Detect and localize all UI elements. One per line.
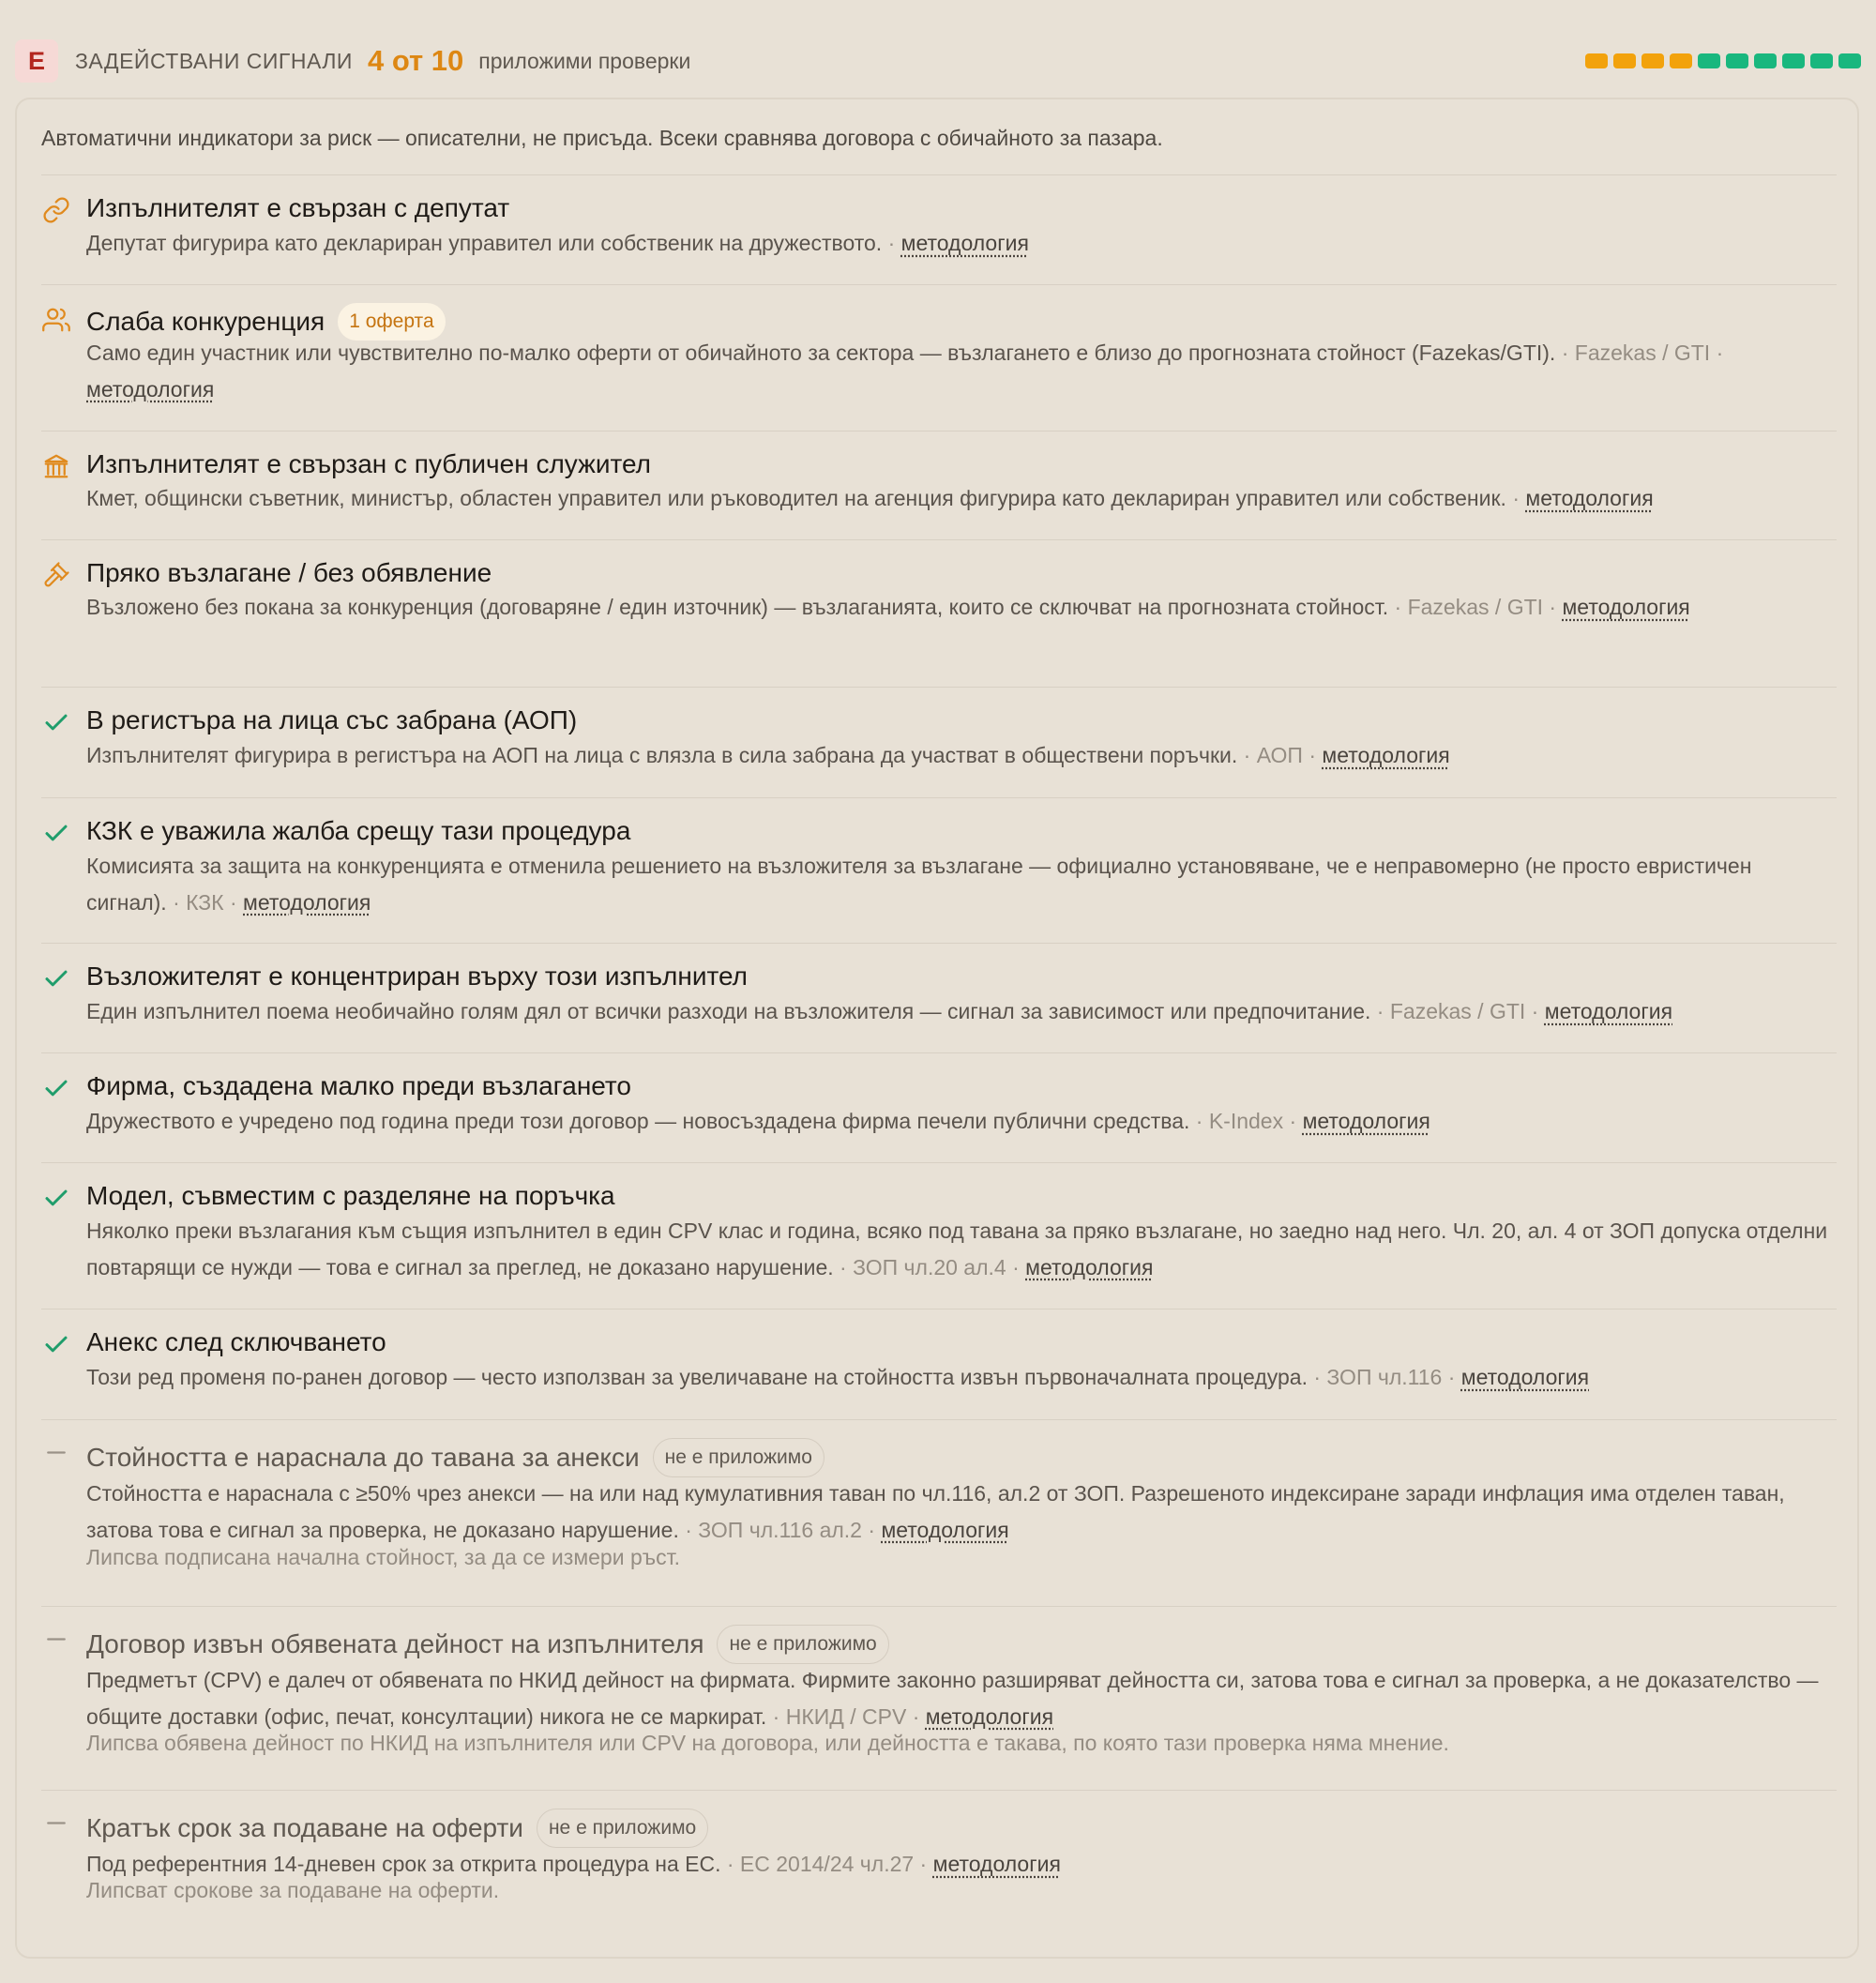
methodology-link[interactable]: методология <box>900 231 1029 255</box>
check-icon <box>41 1329 71 1359</box>
signal-description: Изпълнителят фигурира в регистъра на АОП на лица с влязла в сила забрана да участват в обществени поръчки. · АОП · методология <box>86 743 1450 767</box>
signal-title: Изпълнителят е свързан с публичен служител <box>86 449 651 478</box>
progress-segment <box>1838 53 1861 68</box>
check-icon <box>41 963 71 993</box>
header-title: ЗАДЕЙСТВАНИ СИГНАЛИ <box>75 48 353 73</box>
signal-source: · ЗОП чл.20 ал.4 <box>833 1254 1006 1279</box>
signal-title: Изпълнителят е свързан с депутат <box>86 193 510 222</box>
signal-title: Фирма, създадена малко преди възлагането <box>86 1071 631 1100</box>
signal-source: · НКИД / CPV <box>766 1703 907 1729</box>
methodology-link[interactable]: методология <box>86 376 215 401</box>
signal-description: Възложено без покана за конкуренция (договаряне / един източник) — възлаганията, които се сключват на прогнозната стойност. · Fazekas / GTI · методология <box>86 595 1690 619</box>
government-building-icon <box>41 451 71 481</box>
signal-description: Комисията за защита на конкуренцията е отменила решението на възложителя за възлагане — официално установяване, че е неправомерно (не просто евристичен сигнал). · КЗК · методология <box>86 854 1752 915</box>
progress-segment <box>1754 53 1777 68</box>
signals-list <box>41 174 1837 1940</box>
triggered-count: 4 от 10 <box>367 44 464 77</box>
signal-row <box>41 1309 1837 1419</box>
progress-segment <box>1642 53 1664 68</box>
methodology-link[interactable]: методология <box>1460 1365 1590 1389</box>
gavel-icon <box>41 560 71 590</box>
risk-grade-badge: E <box>15 39 58 83</box>
signal-source: · ЕС 2014/24 чл.27 <box>720 1852 915 1876</box>
signal-row <box>41 431 1837 539</box>
signal-title: Слаба конкуренция 1 оферта <box>86 303 446 341</box>
signal-note: Липсва подписана начална стойност, за да се измери ръст. <box>86 1545 680 1569</box>
signal-row <box>41 174 1837 284</box>
signal-title: Договор извън обявената дейност на изпълнителя не е приложимо <box>86 1625 889 1664</box>
dash-icon <box>41 1810 71 1840</box>
signal-title: Пряко възлагане / без обявление <box>86 558 492 587</box>
methodology-link[interactable]: методология <box>1562 595 1690 619</box>
progress-segment <box>1698 53 1720 68</box>
signal-row <box>41 284 1837 431</box>
methodology-link[interactable]: методология <box>925 1703 1054 1729</box>
signal-title: Стойността е нараснала до тавана за анекси не е приложимо <box>86 1438 825 1477</box>
signal-description: Стойността е нараснала с ≥50% чрез анекси — на или над кумулативния таван по чл.116, ал.2 от ЗОП. Разрешеното индексиране заради инфлация има отделен таван, затова това е сигнал за проверка, не доказано нарушение. · ЗОП чл.116 ал.2 · методология <box>86 1481 1785 1542</box>
signal-source: · ЗОП чл.116 ал.2 <box>678 1517 862 1542</box>
progress-segment <box>1613 53 1636 68</box>
progress-segment <box>1585 53 1608 68</box>
not-applicable-badge: не е приложимо <box>717 1625 888 1664</box>
methodology-link[interactable]: методология <box>1302 1109 1430 1133</box>
not-applicable-badge: не е приложимо <box>653 1438 825 1477</box>
signal-note: Липсват срокове за подаване на оферти. <box>86 1878 500 1902</box>
signal-row <box>41 1419 1837 1606</box>
signal-title: В регистъра на лица със забрана (АОП) <box>86 705 578 734</box>
signal-description: Няколко преки възлагания към същия изпълнител в един CPV клас и година, всяко под тавана за пряко възлагане, но заедно над него. Чл. 20, ал. 4 от ЗОП допуска отделни повтарящи се нужди — това е сигнал за преглед, не доказано нарушение. · ЗОП чл.20 ал.4 · методология <box>86 1219 1828 1279</box>
signal-row <box>41 1790 1837 1940</box>
signal-note: Липсва обявена дейност по НКИД на изпълнителя или CPV на договора, или дейността е такава, по която тази проверка няма мнение. <box>86 1731 1449 1755</box>
signal-row <box>41 539 1837 687</box>
signal-row <box>41 1162 1837 1309</box>
signal-title: КЗК е уважила жалба срещу тази процедура <box>86 816 631 845</box>
progress-segment <box>1726 53 1748 68</box>
signal-description: Един изпълнител поема необичайно голям дял от всички разходи на възложителя — сигнал за зависимост или предпочитание. · Fazekas / GTI · методология <box>86 999 1673 1023</box>
intro-text: Автоматични индикатори за риск — описателни, не присъда. Всеки сравнява договора с обичайното за пазара. <box>41 126 1163 150</box>
signal-source: · АОП <box>1237 743 1303 767</box>
offer-count-badge: 1 оферта <box>338 303 445 341</box>
methodology-link[interactable]: методология <box>932 1852 1061 1876</box>
signals-header <box>15 38 1861 84</box>
methodology-link[interactable]: методология <box>1025 1254 1154 1279</box>
dash-icon <box>41 1627 71 1657</box>
methodology-link[interactable]: методология <box>243 889 371 915</box>
signal-row <box>41 943 1837 1052</box>
signal-row <box>41 687 1837 797</box>
signal-source: · КЗК <box>166 889 224 915</box>
signal-source: · ЗОП чл.116 <box>1307 1365 1443 1389</box>
methodology-link[interactable]: методология <box>1322 743 1450 767</box>
signal-title: Кратък срок за подаване на оферти не е приложимо <box>86 1809 708 1848</box>
link-icon <box>41 195 71 225</box>
check-icon <box>41 1183 71 1213</box>
signal-description: Само един участник или чувствително по-малко оферти от обичайното за сектора — възлагането е близо до прогнозната стойност (Fazekas/GTI). · Fazekas / GTI · методология <box>86 341 1724 401</box>
check-icon <box>41 707 71 737</box>
signal-description: Депутат фигурира като деклариран управител или собственик на дружеството. · методология <box>86 231 1029 255</box>
signal-description: Този ред променя по-ранен договор — често използван за увеличаване на стойността извън първоначалната процедура. · ЗОП чл.116 · методология <box>86 1365 1590 1389</box>
users-icon <box>41 305 71 335</box>
dash-icon <box>41 1440 71 1470</box>
signal-progress-bar <box>1585 53 1861 68</box>
progress-segment <box>1782 53 1805 68</box>
signal-title: Анекс след сключването <box>86 1327 386 1356</box>
signal-source: · K-Index <box>1189 1109 1284 1133</box>
signal-description: Под референтния 14-дневен срок за открита процедура на ЕС. · ЕС 2014/24 чл.27 · методология <box>86 1852 1061 1876</box>
signal-title: Възложителят е концентриран върху този изпълнител <box>86 961 748 991</box>
check-icon <box>41 1073 71 1103</box>
progress-segment <box>1670 53 1692 68</box>
header-subtitle: приложими проверки <box>478 48 691 73</box>
check-icon <box>41 818 71 848</box>
signal-title: Модел, съвместим с разделяне на поръчка <box>86 1181 615 1210</box>
signal-row <box>41 797 1837 943</box>
signal-description: Кмет, общински съветник, министър, областен управител или ръководител на агенция фигурира като деклариран управител или собственик. · методология <box>86 486 1654 510</box>
signal-row <box>41 1052 1837 1162</box>
methodology-link[interactable]: методология <box>1525 486 1654 510</box>
signal-description: Дружеството е учредено под година преди този договор — новосъздадена фирма печели публични средства. · K-Index · методология <box>86 1109 1430 1133</box>
signal-source: · Fazekas / GTI <box>1388 595 1544 619</box>
signal-description: Предметът (CPV) е далеч от обявената по НКИД дейност на фирмата. Фирмите законно разширяват дейността си, затова това е сигнал за проверка, а не доказателство — общите доставки (офис, печат, консултации) никога не се маркират. · НКИД / CPV · методология <box>86 1668 1819 1729</box>
signal-row <box>41 1606 1837 1790</box>
signals-panel <box>15 98 1859 1959</box>
signal-source: · Fazekas / GTI <box>1555 341 1711 365</box>
signal-source: · Fazekas / GTI <box>1370 999 1526 1023</box>
progress-segment <box>1810 53 1833 68</box>
methodology-link[interactable]: методология <box>881 1517 1009 1542</box>
not-applicable-badge: не е приложимо <box>537 1809 708 1848</box>
methodology-link[interactable]: методология <box>1544 999 1673 1023</box>
